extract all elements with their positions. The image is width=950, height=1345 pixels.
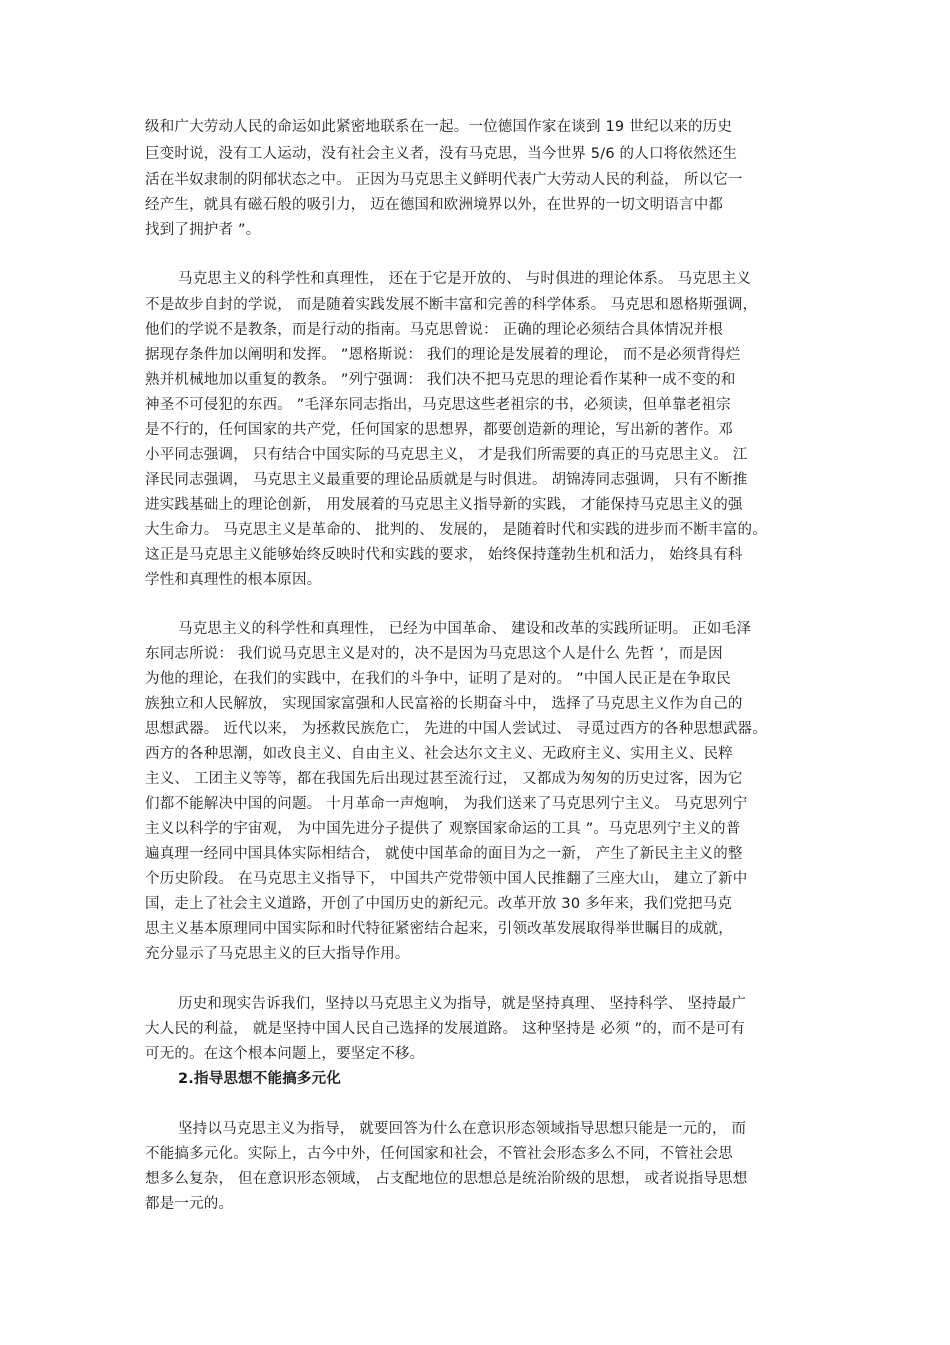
text-line: 主义以科学的宇宙观， 为中国先进分子提供了 观察国家命运的工具 ”。马克思列宁主义的普 — [145, 821, 741, 837]
text-line: 级和广大劳动人民的命运如此紧密地联系在一起。一位德国作家在谈到 19 世纪以来的历史 — [145, 119, 733, 135]
text-line: 们都不能解决中国的问题。 十月革命一声炮响， 为我们送来了马克思列宁主义。 马克思列宁 — [145, 796, 748, 812]
text-line: 熟并机械地加以重复的教条。 ”列宁强调： 我们决不把马克思的理论看作某种一成不变的和 — [145, 372, 736, 388]
text-line: 经产生，就具有磁石般的吸引力， 迈在德国和欧洲境界以外，在世界的一切文明语言中都 — [145, 197, 724, 213]
text-line: 为他的理论，在我们的实践中，在我们的斗争中，证明了是对的。 ”中国人民正是在争取民 — [145, 671, 731, 687]
text-line: 都是一元的。 — [145, 1196, 234, 1212]
text-line: 神圣不可侵犯的东西。 ”毛泽东同志指出，马克思这些老祖宗的书，必须读，但单靠老祖宗 — [145, 397, 731, 413]
text-line: 泽民同志强调， 马克思主义最重要的理论品质就是与时俱进。 胡锦涛同志强调， 只有不断推 — [145, 472, 748, 488]
text-line: 小平同志强调， 只有结合中国实际的马克思主义， 才是我们所需要的真正的马克思主义。 江 — [145, 447, 748, 463]
text-line: 巨变时说，没有工人运动，没有社会主义者，没有马克思，当今世界 5/6 的人口将依然还生 — [145, 146, 738, 162]
text-line: 充分显示了马克思主义的巨大指导作用。 — [145, 946, 410, 962]
text-line: 据现存条件加以阐明和发挥。 ”恩格斯说： 我们的理论是发展着的理论， 而不是必须背得烂 — [145, 347, 741, 363]
text-line: 马克思主义的科学性和真理性， 已经为中国革命、 建设和改革的实践所证明。 正如毛泽 — [178, 621, 752, 637]
text-line: 这正是马克思主义能够始终反映时代和实践的要求， 始终保持蓬勃生机和活力， 始终具有科 — [145, 547, 743, 563]
text-line: 想多么复杂， 但在意识形态领域， 占支配地位的思想总是统治阶级的思想， 或者说指导思想 — [145, 1171, 748, 1187]
text-line: 遍真理一经同中国具体实际相结合， 就使中国革命的面目为之一新， 产生了新民主主义的整 — [145, 846, 743, 862]
text-line: 进实践基础上的理论创新， 用发展着的马克思主义指导新的实践， 才能保持马克思主义的强 — [145, 497, 743, 513]
text-line: 活在半奴隶制的阴郁状态之中。 正因为马克思主义鲜明代表广大劳动人民的利益， 所以它一 — [145, 172, 743, 188]
section-heading: 2.指导思想不能搞多元化 — [178, 1071, 341, 1087]
text-line: 大人民的利益， 就是坚持中国人民自己选择的发展道路。 这种坚持是 必须 ”的，而不是可有 — [145, 1021, 746, 1037]
text-line: 思主义基本原理同中国实际和时代特征紧密结合起来，引领改革发展取得举世瞩目的成就， — [145, 921, 733, 937]
text-line: 不能搞多元化。实际上，古今中外，任何国家和社会，不管社会形态多么不同，不管社会思 — [145, 1146, 733, 1162]
text-line: 坚持以马克思主义为指导， 就要回答为什么在意识形态领域指导思想只能是一元的， 而 — [178, 1121, 747, 1137]
text-line: 可无的。在这个根本问题上，要坚定不移。 — [145, 1046, 425, 1062]
text-line: 族独立和人民解放， 实现国家富强和人民富裕的长期奋斗中， 选择了马克思主义作为自己的 — [145, 696, 743, 712]
text-line: 他们的学说不是教条，而是行动的指南。马克思曾说： 正确的理论必须结合具体情况并根 — [145, 322, 724, 338]
text-line: 国，走上了社会主义道路，开创了中国历史的新纪元。改革开放 30 多年来，我们党把马克 — [145, 896, 733, 912]
text-line: 个历史阶段。 在马克思主义指导下， 中国共产党带领中国人民推翻了三座大山， 建立了新中 — [145, 871, 748, 887]
text-line: 西方的各种思潮，如改良主义、自由主义、社会达尔文主义、无政府主义、实用主义、民粹 — [145, 746, 733, 762]
text-line: 学性和真理性的根本原因。 — [145, 572, 322, 588]
text-line: 大生命力。 马克思主义是革命的、 批判的、 发展的， 是随着时代和实践的进步而不断丰富的。 — [145, 522, 767, 538]
text-line: 是不行的，任何国家的共产党，任何国家的思想界，都要创造新的理论，写出新的著作。邓 — [145, 422, 733, 438]
text-line: 不是故步自封的学说， 而是随着实践发展不断丰富和完善的科学体系。 马克思和恩格斯强调， — [145, 297, 758, 313]
text-line: 东同志所说： 我们说马克思主义是对的，决不是因为马克思这个人是什么 先哲 ’，而是因 — [145, 646, 723, 662]
text-line: 历史和现实告诉我们，坚持以马克思主义为指导，就是坚持真理、 坚持科学、 坚持最广 — [178, 996, 747, 1012]
text-line: 主义、 工团主义等等，都在我国先后出现过甚至流行过， 又都成为匆匆的历史过客，因为它 — [145, 771, 743, 787]
text-line: 马克思主义的科学性和真理性， 还在于它是开放的、 与时俱进的理论体系。 马克思主义 — [178, 271, 752, 287]
text-line: 找到了拥护者 ”。 — [145, 222, 261, 238]
text-line: 思想武器。 近代以来， 为拯救民族危亡， 先进的中国人尝试过、 寻觅过西方的各种思想武器。 — [145, 721, 767, 737]
